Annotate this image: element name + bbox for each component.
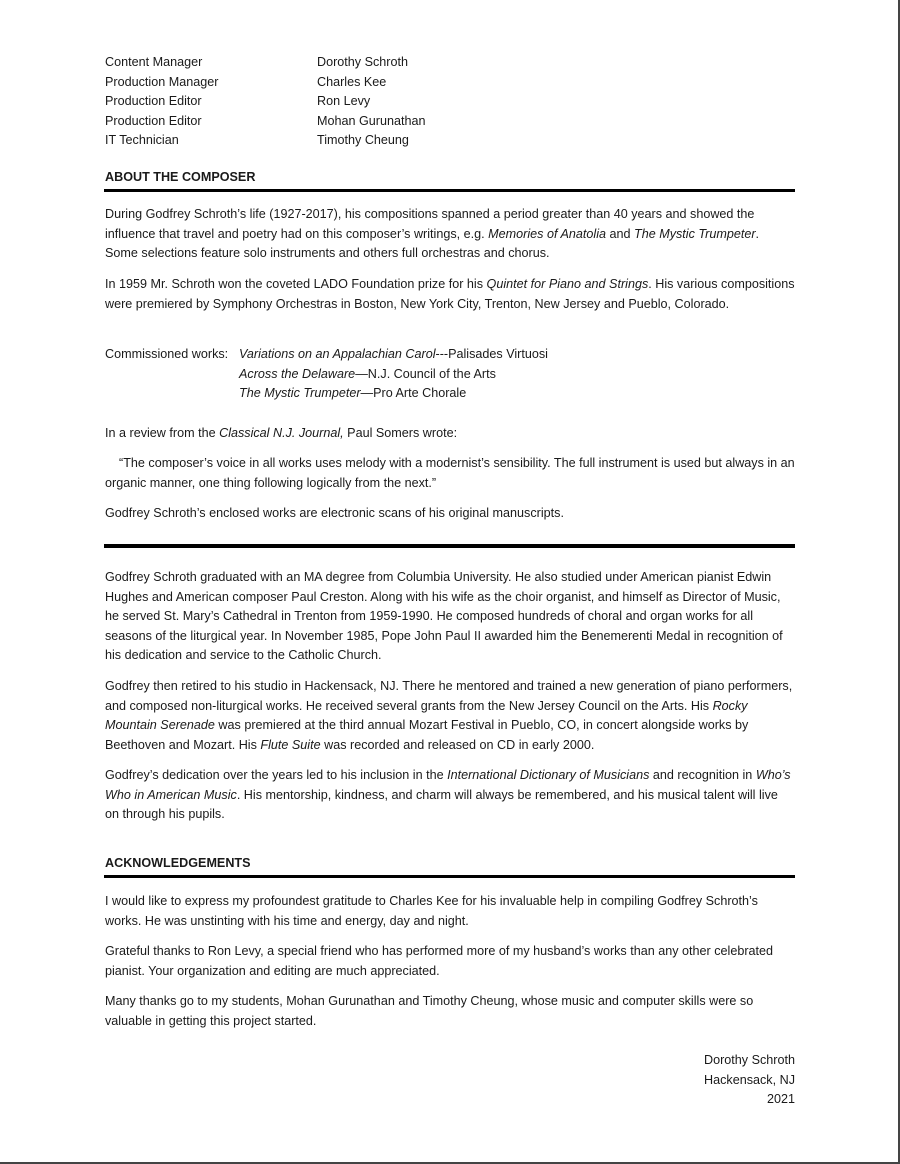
separator: — xyxy=(360,386,374,401)
about-heading: ABOUT THE COMPOSER xyxy=(105,170,256,184)
commissioned-row xyxy=(105,384,548,404)
credit-role: Production Editor xyxy=(105,113,202,128)
bio-paragraph-2 xyxy=(105,677,795,755)
work-title: Quintet for Piano and Strings xyxy=(486,277,649,291)
performer: Palisades Virtuosi xyxy=(448,347,548,361)
credit-name: Mohan Gurunathan xyxy=(317,113,426,128)
review-quote: “The composer’s voice in all works uses melody with a modernist’s sensibility. The full instrument is used but always in an organic manner, one thing following logically from the next.” xyxy=(105,456,795,490)
work-title: Flute Suite xyxy=(260,737,321,752)
acknowledgements-heading: ACKNOWLEDGEMENTS xyxy=(105,856,251,870)
signature-name: Dorothy Schroth xyxy=(704,1053,795,1067)
credits-list xyxy=(105,53,426,151)
credit-role: Production Editor xyxy=(105,94,202,108)
text: . Some selections feature solo instruments and others full orchestras and chorus. xyxy=(105,226,760,261)
ack-paragraph-3: Many thanks go to my students, Mohan Gurunathan and Timothy Cheung, whose music and computer skills were so valuable in getting this project started. xyxy=(105,994,754,1028)
separator: — xyxy=(355,366,368,381)
publication-title: Classical N.J. Journal, xyxy=(219,426,344,440)
signature-place: Hackensack, NJ xyxy=(704,1072,795,1087)
credit-role: Content Manager xyxy=(105,55,203,69)
credit-name: Charles Kee xyxy=(317,74,387,89)
text: Godfrey’s dedication over the years led to his inclusion in the xyxy=(105,768,448,782)
section-rule xyxy=(104,189,795,192)
about-paragraph-2 xyxy=(105,275,795,314)
credit-role: Production Manager xyxy=(105,74,219,89)
credit-name: Timothy Cheung xyxy=(317,133,409,147)
performer: N.J. Council of the Arts xyxy=(367,366,496,381)
commissioned-label: Commissioned works: xyxy=(105,347,229,361)
text: In a review from the xyxy=(105,426,220,440)
about-paragraph-1 xyxy=(105,205,795,264)
credit-name: Ron Levy xyxy=(317,94,371,108)
credit-row xyxy=(105,112,426,132)
text: Godfrey then retired to his studio in Hackensack, NJ. There he mentored and trained a new generation of piano performers, and composed non-liturgical works. He received several grants from the New Jersey Council on the Arts. His xyxy=(105,679,793,713)
commissioned-row xyxy=(105,365,548,385)
text: . His mentorship, kindness, and charm will always be remembered, and his musical talent will live on through his pupils. xyxy=(105,787,778,822)
text: was premiered at the third annual Mozart Festival in Pueblo, CO, in concert alongside works by Beethoven and Mozart. His xyxy=(105,718,749,752)
text: In 1959 Mr. Schroth won the coveted LADO Foundation prize for his xyxy=(105,277,487,291)
text: and xyxy=(606,226,635,241)
credit-role: IT Technician xyxy=(105,133,179,147)
signature-year: 2021 xyxy=(766,1092,795,1107)
about-paragraph-4: Godfrey Schroth’s enclosed works are electronic scans of his original manuscripts. xyxy=(105,506,564,520)
text: Paul Somers wrote: xyxy=(343,426,458,440)
text: . His various compositions were premiered by Symphony Orchestras in Boston, New York City, Trenton, New Jersey and Pueblo, Colorado. xyxy=(105,277,795,311)
bio-paragraph-3 xyxy=(105,766,795,825)
ack-paragraph-1: I would like to express my profoundest gratitude to Charles Kee for his invaluable help in compiling Godfrey Schroth’s works. He was unstinting with his time and energy, day and night. xyxy=(105,894,758,928)
work-title: The Mystic Trumpeter xyxy=(239,386,361,401)
publication-title: Who’s Who in American Music xyxy=(105,768,791,802)
credit-name: Dorothy Schroth xyxy=(317,55,408,69)
separator: --- xyxy=(435,347,449,361)
text: was recorded and released on CD in early 2000. xyxy=(320,737,595,752)
credit-row xyxy=(105,131,426,151)
commissioned-row xyxy=(105,345,548,365)
credit-row xyxy=(105,73,426,93)
work-title: The Mystic Trumpeter xyxy=(634,226,756,241)
publication-title: International Dictionary of Musicians xyxy=(447,768,650,782)
performer: Pro Arte Chorale xyxy=(373,386,467,401)
text: and recognition in xyxy=(649,768,756,782)
commissioned-works xyxy=(105,345,548,404)
work-title: Across the Delaware xyxy=(239,366,356,381)
work-title: Rocky Mountain Serenade xyxy=(105,698,748,733)
credit-row xyxy=(105,53,426,73)
bio-paragraph-1: Godfrey Schroth graduated with an MA degree from Columbia University. He also studied under American pianist Edwin Hughes and American composer Paul Creston. Along with his wife as the choir organist, and himself as Director of Music, he served St. Mary’s Cathedral in Trenton from 1959-1990. He composed hundreds of choral and organ works for all seasons of the liturgical year. In November 1985, Pope John Paul II awarded him the Benemerenti Medal in recognition of his dedication and service to the Catholic Church. xyxy=(105,570,783,663)
signature-block xyxy=(704,1051,795,1110)
work-title: Variations on an Appalachian Carol xyxy=(239,347,436,361)
text: During Godfrey Schroth’s life (1927-2017), his compositions spanned a period greater than 40 years and showed the influence that travel and poetry had on this composer’s writings, e.g. xyxy=(105,207,755,241)
ack-paragraph-2: Grateful thanks to Ron Levy, a special friend who has performed more of my husband’s works than any other celebrated pianist. Your organization and editing are much appreciated. xyxy=(105,944,774,978)
work-title: Memories of Anatolia xyxy=(488,226,606,241)
review-intro xyxy=(105,424,795,444)
credit-row xyxy=(105,92,426,112)
section-rule xyxy=(104,875,795,878)
section-rule xyxy=(104,544,795,548)
